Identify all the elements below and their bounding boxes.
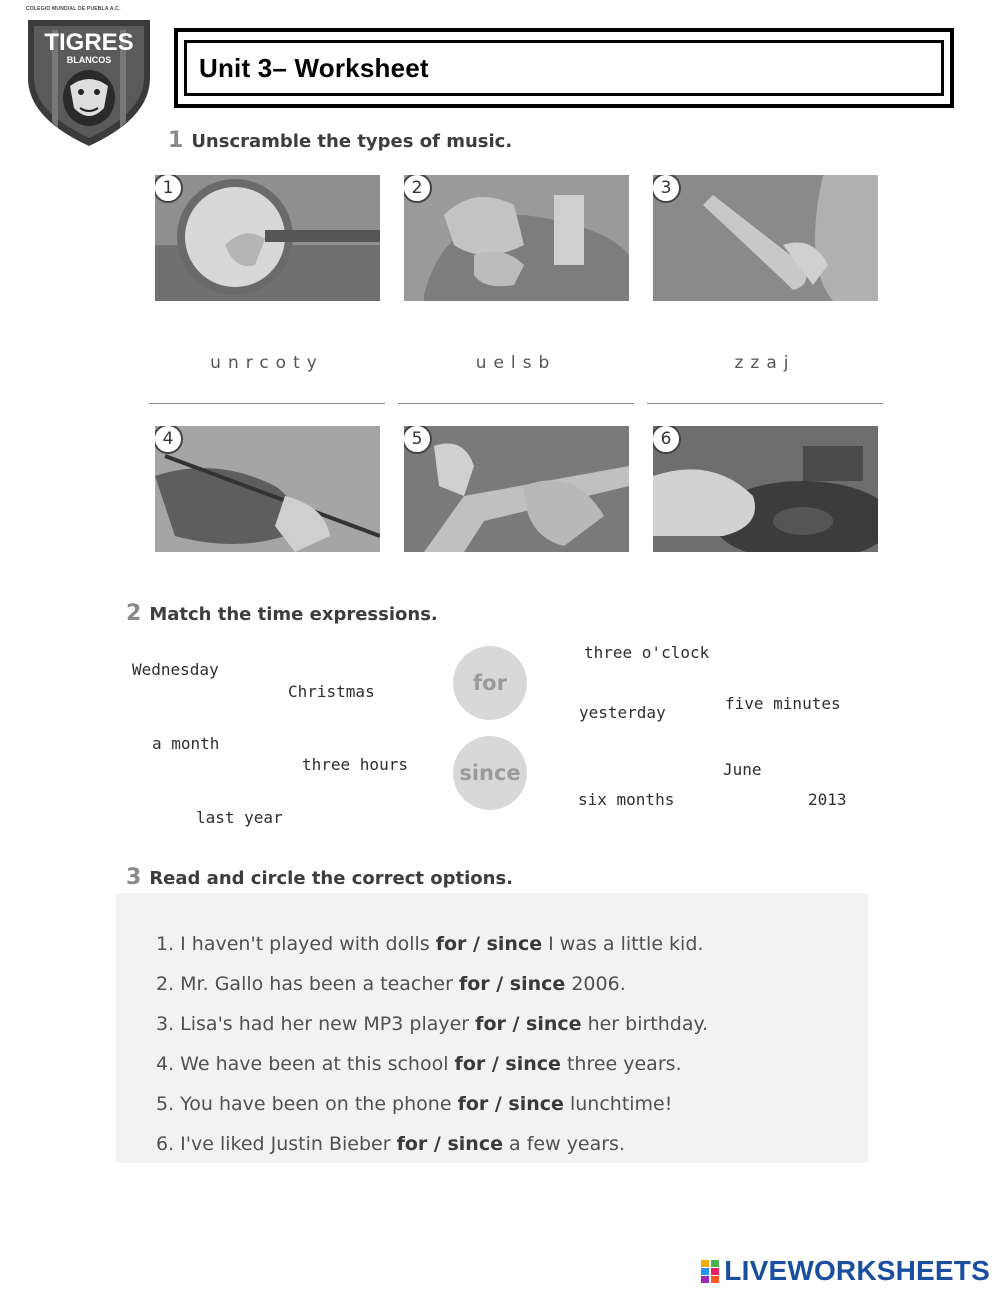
brand-text: LIVEWORKSHEETS (724, 1255, 990, 1286)
answer-line-3[interactable] (647, 403, 883, 404)
expr-yesterday[interactable]: yesterday (579, 703, 666, 722)
liveworksheets-icon (699, 1258, 721, 1284)
photo-number-6: 6 (653, 426, 681, 454)
scramble-word-1: unrcoty (210, 353, 324, 373)
since-bubble[interactable]: since (453, 736, 527, 810)
tigres-blancos-logo (22, 8, 156, 148)
violin-photo (155, 426, 380, 552)
section-1-heading: 1 Unscramble the types of music. (168, 128, 513, 153)
sentence-2: 2. Mr. Gallo has been a teacher for / since 2006. (156, 973, 626, 995)
sentence-1: 1. I haven't played with dolls for / since I was a little kid. (156, 933, 704, 955)
sentences-panel (116, 893, 868, 1163)
option-choice-2[interactable]: for / since (458, 973, 566, 995)
expr-wednesday[interactable]: Wednesday (132, 660, 219, 679)
expr-six-months[interactable]: six months (578, 790, 675, 809)
photo-number-5: 5 (404, 426, 432, 454)
option-choice-6[interactable]: for / since (396, 1133, 503, 1155)
expr-2013[interactable]: 2013 (808, 790, 847, 809)
expr-three-hours[interactable]: three hours (302, 755, 408, 774)
sentence-3: 3. Lisa's had her new MP3 player for / since her birthday. (156, 1013, 709, 1035)
expr-five-minutes[interactable]: five minutes (725, 694, 841, 713)
photo-number-2: 2 (404, 175, 432, 203)
option-choice-4[interactable]: for / since (454, 1053, 561, 1075)
answer-line-2[interactable] (398, 403, 634, 404)
dj-turntable-photo (653, 426, 878, 552)
title-box (174, 28, 954, 108)
svg-text:BLANCOS: BLANCOS (66, 55, 112, 65)
rock-guitar-photo (404, 426, 629, 552)
scramble-word-2: uelsb (475, 353, 557, 373)
sentence-4: 4. We have been at this school for / since three years. (156, 1053, 682, 1075)
school-caption: COLEGIO MUNDIAL DE PUEBLA A.C. (26, 6, 121, 12)
liveworksheets-brand[interactable] (699, 1256, 990, 1286)
expr-june[interactable]: June (723, 760, 762, 779)
for-bubble[interactable]: for (453, 646, 527, 720)
option-choice-3[interactable]: for / since (475, 1013, 582, 1035)
photo-number-1: 1 (155, 175, 183, 203)
expr-last-year[interactable]: last year (196, 808, 283, 827)
answer-line-1[interactable] (149, 403, 385, 404)
photo-number-4: 4 (155, 426, 183, 454)
sentence-5: 5. You have been on the phone for / since lunchtime! (156, 1093, 673, 1115)
electric-guitar-photo (404, 175, 629, 301)
photo-number-3: 3 (653, 175, 681, 203)
saxophone-photo (653, 175, 878, 301)
option-choice-1[interactable]: for / since (435, 933, 543, 955)
section-3-heading: 3 Read and circle the correct options. (126, 865, 514, 890)
expr-three-oclock[interactable]: three o'clock (584, 643, 710, 662)
sentence-6: 6. I've liked Justin Bieber for / since a few years. (156, 1133, 625, 1155)
expr-a-month[interactable]: a month (152, 734, 220, 753)
svg-text:TIGRES: TIGRES (44, 29, 134, 56)
banjo-photo (155, 175, 380, 301)
expr-christmas[interactable]: Christmas (288, 682, 375, 701)
option-choice-5[interactable]: for / since (457, 1093, 564, 1115)
worksheet-title: Unit 3– Worksheet (199, 53, 429, 83)
section-2-heading: 2 Match the time expressions. (126, 601, 438, 626)
scramble-word-3: zzaj (734, 353, 796, 373)
